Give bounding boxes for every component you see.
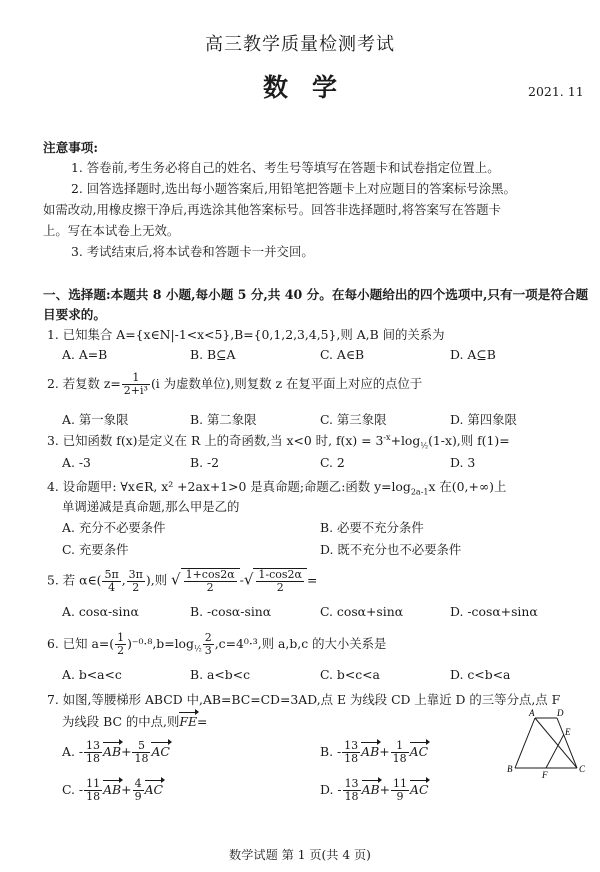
q7-c-frac-2 xyxy=(133,778,144,803)
q5-comma: , xyxy=(121,572,126,588)
q7-c-frac-1 xyxy=(84,778,102,803)
q2-option-b: B. 第二象限 xyxy=(190,412,257,427)
q6-exp: )⁻⁰·⁸ xyxy=(127,636,153,651)
q6-pre: 6. 已知 a=( xyxy=(47,636,115,651)
q6-c-part: ,c=4⁰·³,则 a,b,c 的大小关系是 xyxy=(214,636,387,651)
q2-fraction xyxy=(122,372,150,397)
q6-option-d: D. c<b<a xyxy=(450,667,511,682)
q5-sqrt-1 xyxy=(181,568,240,594)
q5-eq: = xyxy=(306,572,318,588)
q5-frac-2 xyxy=(127,569,145,594)
q5-pre: 5. 若 α∈( xyxy=(47,572,102,588)
notice-item-1: 1. 答卷前,考生务必将自己的姓名、考生号等填写在答题卡和试卷指定位置上。 xyxy=(71,160,500,175)
q7-option-d xyxy=(320,778,428,803)
q7-c-label: C. - xyxy=(62,782,84,797)
q2-option-c: C. 第三象限 xyxy=(320,412,387,427)
q7-b-f1d: 18 xyxy=(344,752,359,765)
q6-option-c: C. b<c<a xyxy=(320,667,380,682)
q7-stem-cont xyxy=(62,712,207,730)
q1-option-c: C. A∈B xyxy=(320,347,365,362)
q5-option-a: A. cosα-sinα xyxy=(62,604,139,619)
q7-b-f2d: 18 xyxy=(392,752,407,765)
q7-d-frac-1 xyxy=(343,778,361,803)
q6-log-base: ½ xyxy=(193,644,202,654)
segment-dc xyxy=(557,718,577,768)
q7-a-vec-ac: AC xyxy=(151,744,170,759)
q5-minus: - xyxy=(239,572,244,588)
q5-r1-num: 1+cos2α xyxy=(185,568,235,581)
notice-heading: 注意事项: xyxy=(43,140,99,155)
q6-option-b: B. a<b<c xyxy=(190,667,251,682)
q5-sqrt-2 xyxy=(253,568,307,594)
segment-ac xyxy=(535,718,577,768)
q7-d-label: D. - xyxy=(320,782,342,797)
q7-a-frac-2 xyxy=(132,740,150,765)
q7-a-plus: + xyxy=(121,744,132,759)
q6-f2-num: 2 xyxy=(204,631,212,644)
label-d: D xyxy=(557,708,564,718)
exam-date: 2021. 11 xyxy=(528,84,584,99)
q3-stem-pre: 3. 已知函数 f(x)是定义在 R 上的奇函数,当 x<0 时, f(x) = 3 xyxy=(47,433,384,448)
q7-a-f2n: 5 xyxy=(132,740,150,753)
q7-option-c xyxy=(62,778,163,803)
q7-c-plus: + xyxy=(121,782,132,797)
q2-stem xyxy=(47,372,422,397)
q5-r1-den: 2 xyxy=(206,581,214,594)
exam-title: 高三教学质量检测考试 xyxy=(205,34,395,55)
q4-log-base: 2a-1 xyxy=(410,487,429,497)
q7-option-a xyxy=(62,740,170,765)
q5-frac-1 xyxy=(102,569,120,594)
q4-line1-pre: 4. 设命题甲: ∀x∈R, x² +2ax+1>0 是真命题;命题乙:函数 y=log xyxy=(47,479,411,494)
q5-option-d: D. -cosα+sinα xyxy=(450,604,538,619)
q7-a-f1d: 18 xyxy=(86,752,101,765)
q3-log: +log xyxy=(390,433,421,448)
label-a: A xyxy=(529,708,535,718)
q7-d-vec-ab: AB xyxy=(361,782,380,797)
q7-b-vec-ab: AB xyxy=(361,744,380,759)
q2-option-a: A. 第一象限 xyxy=(62,412,129,427)
notice-item-2-end: 上。写在本试卷上无效。 xyxy=(43,223,180,238)
q5-r2-frac xyxy=(256,569,304,594)
q7-d-vec-ac: AC xyxy=(410,782,429,797)
q6-f1-num: 1 xyxy=(117,631,125,644)
q7-b-frac-2 xyxy=(391,740,409,765)
q7-line2-pre: 为线段 BC 的中点,则 xyxy=(62,714,180,729)
q7-b-plus: + xyxy=(379,744,390,759)
q1-option-b: B. B⊆A xyxy=(190,347,236,362)
q7-c-f2d: 9 xyxy=(134,790,142,803)
notice-item-3: 3. 考试结束后,将本试卷和答题卡一并交回。 xyxy=(71,244,314,259)
q5-stem xyxy=(47,568,317,594)
subject-title: 数学 xyxy=(262,73,361,102)
q7-b-frac-1 xyxy=(342,740,360,765)
q5-f1-den: 4 xyxy=(108,580,116,594)
q7-vector-fe: FE xyxy=(179,714,198,729)
notice-item-2-cont: 如需改动,用橡皮擦干净后,再选涂其他答案标号。回答非选择题时,将答案写在答题卡 xyxy=(43,202,501,217)
q4-option-a: A. 充分不必要条件 xyxy=(62,520,166,535)
q7-d-f1n: 13 xyxy=(344,777,359,790)
q2-pre: 2. 若复数 z= xyxy=(47,376,121,391)
q4-option-d: D. 既不充分也不必要条件 xyxy=(320,542,462,557)
q7-line2-post: = xyxy=(197,714,208,729)
section-heading: 一、选择题:本题共 8 小题,每小题 5 分,共 40 分。在每小题给出的四个选项中,只有一项是符合题目要求的。 xyxy=(43,287,589,322)
q7-d-f1d: 18 xyxy=(344,790,359,803)
q7-c-f2n: 4 xyxy=(134,777,142,790)
q7-b-vec-ac: AC xyxy=(409,744,429,759)
q7-d-f2d: 9 xyxy=(396,790,404,803)
q6-stem xyxy=(47,632,386,657)
q2-frac-num: 1 xyxy=(122,372,150,385)
q4-stem xyxy=(47,477,506,496)
page-footer: 数学试题 第 1 页(共 4 页) xyxy=(229,848,371,862)
q7-stem: 7. 如图,等腰梯形 ABCD 中,AB=BC=CD=3AD,点 E 为线段 CD 上靠近 D 的三等分点,点 F xyxy=(47,692,561,707)
q6-b-pre: ,b=log xyxy=(152,636,194,651)
q4-option-b: B. 必要不充分条件 xyxy=(320,520,424,535)
q5-f2-den: 2 xyxy=(132,580,140,594)
q7-c-vec-ab: AB xyxy=(103,782,122,797)
q4-stem-cont: 单调递减是真命题,那么甲是乙的 xyxy=(62,499,240,514)
q5-f2-num: 3π xyxy=(128,567,143,581)
q6-f1-den: 2 xyxy=(117,644,125,657)
q7-c-f1d: 18 xyxy=(86,790,101,803)
label-e: E xyxy=(565,727,571,737)
q7-b-f1n: 13 xyxy=(344,739,359,752)
q5-r1-frac xyxy=(184,569,237,594)
q7-a-label: A. - xyxy=(62,744,84,759)
q1-option-d: D. A⊆B xyxy=(450,347,496,362)
q7-option-b xyxy=(320,740,428,765)
q7-a-vec-ab: AB xyxy=(103,744,122,759)
notice-item-2: 2. 回答选择题时,选出每小题答案后,用铅笔把答题卡上对应题目的答案标号涂黑。 xyxy=(71,181,516,196)
q3-log-base: ½ xyxy=(420,441,429,451)
q7-c-vec-ac: AC xyxy=(144,782,163,797)
q3-exponent: -x xyxy=(383,432,391,442)
q7-b-f2n: 1 xyxy=(391,740,409,753)
q6-f2-den: 3 xyxy=(204,644,212,657)
q3-option-d: D. 3 xyxy=(450,455,476,470)
label-f: F xyxy=(542,770,548,780)
q7-a-f1n: 13 xyxy=(86,739,101,752)
segment-fe xyxy=(546,735,564,768)
q3-stem-post: (1-x),则 f(1)= xyxy=(428,433,510,448)
q5-mid: ),则 xyxy=(145,572,168,588)
q7-a-f2d: 18 xyxy=(134,752,149,765)
q1-stem: 1. 已知集合 A={x∈N|-1<x<5},B={0,1,2,3,4,5},则 A,B 间的关系为 xyxy=(47,327,445,342)
q6-frac-1 xyxy=(115,632,126,657)
q7-a-frac-1 xyxy=(84,740,102,765)
q5-f1-num: 5π xyxy=(104,567,119,581)
q3-option-c: C. 2 xyxy=(320,455,345,470)
q2-post: (i 为虚数单位),则复数 z 在复平面上对应的点位于 xyxy=(150,376,423,391)
q3-option-a: A. -3 xyxy=(62,455,91,470)
q5-option-c: C. cosα+sinα xyxy=(320,604,404,619)
q5-radical-2: √ xyxy=(243,570,254,589)
q5-radical-1: √ xyxy=(171,570,181,589)
segment-ab xyxy=(515,718,535,768)
q7-c-f1n: 11 xyxy=(86,777,101,790)
q7-b-label: B. - xyxy=(320,744,342,759)
q6-frac-2 xyxy=(203,632,214,657)
label-b: B xyxy=(507,764,513,774)
q5-r2-den: 2 xyxy=(276,581,284,594)
trapezoid-diagram xyxy=(505,708,597,783)
q4-line1-post: x 在(0,+∞)上 xyxy=(428,479,507,494)
q7-d-frac-2 xyxy=(391,778,409,803)
q4-option-c: C. 充要条件 xyxy=(62,542,129,557)
q2-frac-den: 2+i³ xyxy=(123,384,148,397)
q2-option-d: D. 第四象限 xyxy=(450,412,517,427)
q3-option-b: B. -2 xyxy=(190,455,220,470)
q6-option-a: A. b<a<c xyxy=(62,667,122,682)
q7-d-f2n: 11 xyxy=(393,777,408,790)
q1-option-a: A. A=B xyxy=(62,347,108,362)
label-c: C xyxy=(579,764,586,774)
q5-r2-num: 1-cos2α xyxy=(258,568,302,581)
q5-option-b: B. -cosα-sinα xyxy=(190,604,272,619)
q7-d-plus: + xyxy=(379,782,391,797)
q3-stem xyxy=(47,431,510,450)
